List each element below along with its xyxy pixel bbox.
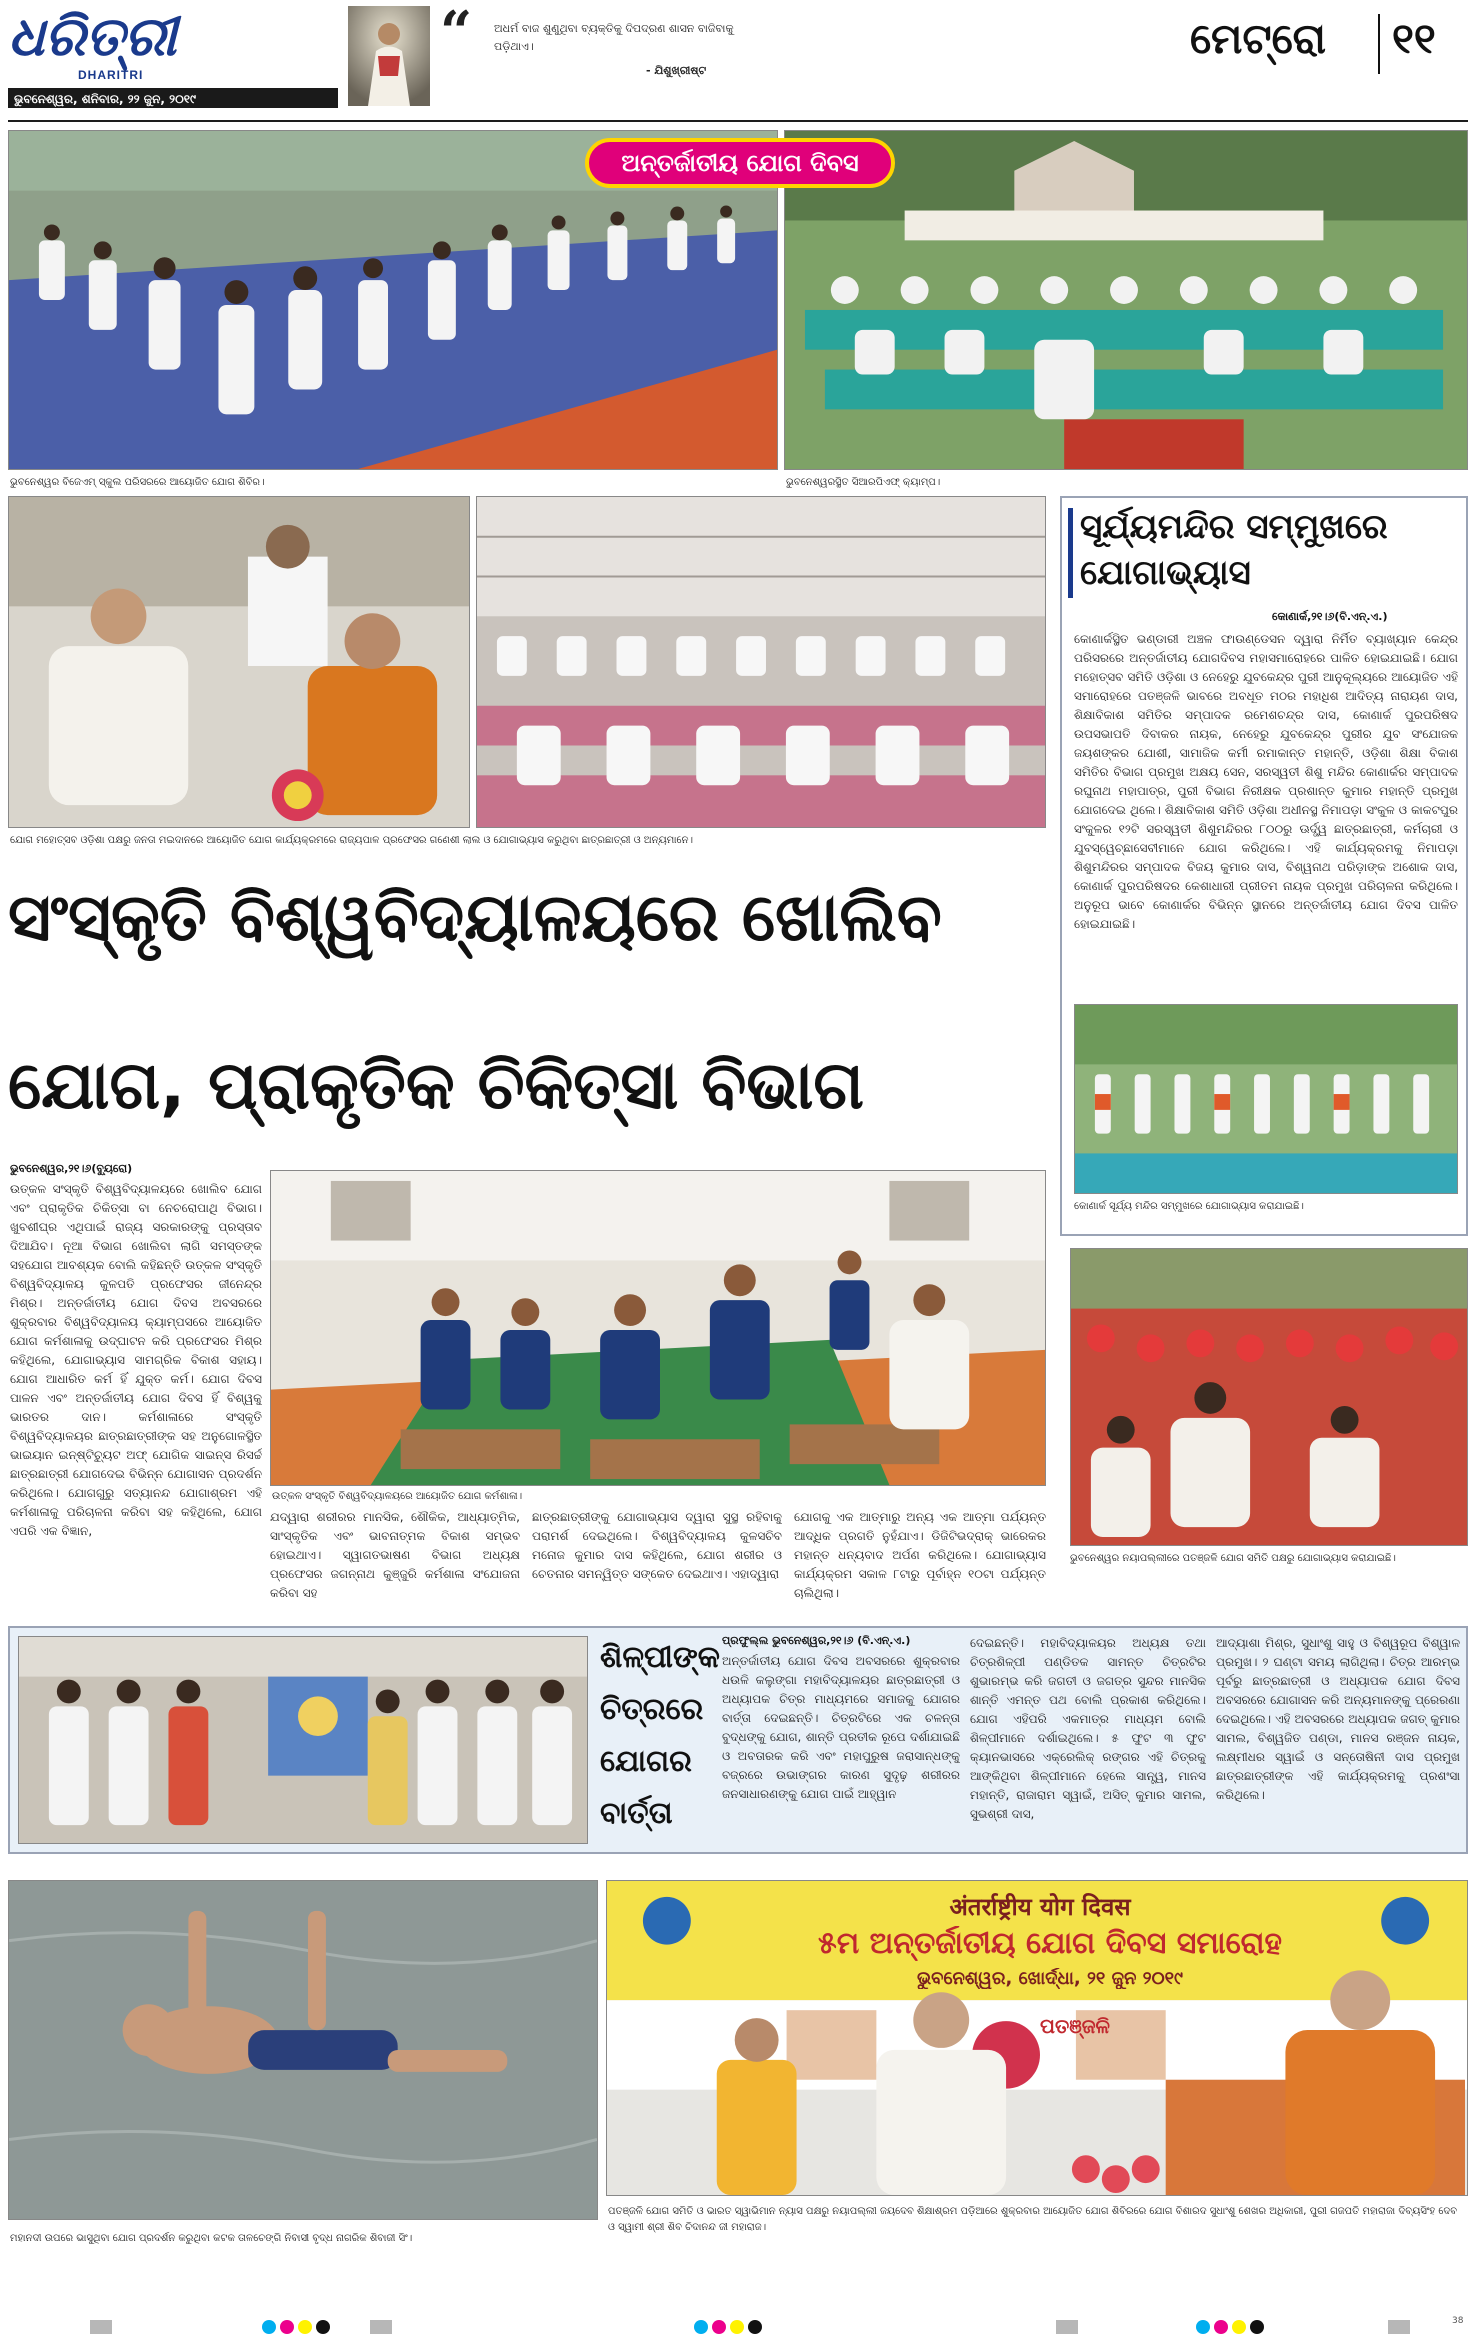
- main-headline-line2: ଯୋଗ, ପ୍ରାକୃତିକ ଚିକିତ୍ସା ବିଭାଗ: [8, 1047, 865, 1124]
- caption-konark: କୋଣାର୍କ ସୂର୍ଯ୍ୟ ମନ୍ଦିର ସମ୍ମୁଖରେ ଯୋଗାଭ୍ୟାସ କରାଯାଇଛି।: [1074, 1201, 1304, 1212]
- art-story-dateline: ପ୍ରଫୁଲ୍ଲ ଭୁବନେଶ୍ୱର,୨୧।୬ (ବି.ଏନ୍.ଏ.): [722, 1634, 911, 1647]
- sidebar-dateline: କୋଣାର୍କ,୨୧।୬(ବି.ଏନ୍.ଏ.): [1272, 610, 1388, 623]
- print-marks: [0, 2318, 1476, 2338]
- sidebar-headline: ସୂର୍ଯ୍ୟମନ୍ଦିର ସମ୍ମୁଖରେ ଯୋଗାଭ୍ୟାସ: [1080, 507, 1388, 593]
- caption-crpf-camp: ଭୁବନେଶ୍ୱରସ୍ଥିତ ସିଆରପିଏଫ୍ କ୍ୟାମ୍ପ।: [786, 477, 941, 488]
- caption-governor: ଯୋଗ ମହୋତ୍ସବ ଓଡ଼ିଶା ପକ୍ଷରୁ ଜନତା ମଇଦାନରେ ଆୟୋଜିତ ଯୋଗ କାର୍ଯ୍ୟକ୍ରମରେ ରାଜ୍ୟପାଳ ପ୍ରଫେସର ଗଣେଶୀ ଲାଲ ଓ ଯୋଗାଭ୍ୟାସ କରୁଥିବା ଛାତ୍ରଛାତ୍ରୀ ଓ ଅନ୍ୟମାନେ।: [10, 835, 693, 846]
- caption-mahanadi: ମହାନଦୀ ଉପରେ ଭାସୁଥିବା ଯୋଗ ପ୍ରଦର୍ଶନ କରୁଥିବା କଟକ ତାଳଚେଙ୍ଗି ନିବାସୀ ବୃଦ୍ଧ ନାଗରିକ ଶିବାଜୀ ସିଂ।: [10, 2233, 413, 2244]
- photo-artists: [18, 1636, 588, 1844]
- caption-utkal-university: ଉତ୍କଳ ସଂସ୍କୃତି ବିଶ୍ୱବିଦ୍ୟାଳୟରେ ଆୟୋଜିତ ଯୋଗ କର୍ମଶାଳା।: [272, 1491, 523, 1502]
- grey-bar: [370, 2320, 392, 2334]
- caption-nayapalli: ଭୁବନେଶ୍ୱର ନୟାପଲ୍ଲୀରେ ପତଞ୍ଜଳି ଯୋଗ ସମିତି ପକ୍ଷରୁ ଯୋଗାଭ୍ୟାସ କରାଯାଇଛି।: [1070, 1553, 1396, 1564]
- sidebar-box: [1060, 496, 1468, 1236]
- stage-banner-odia: ୫ମ ଅନ୍ତର୍ଜାତୀୟ ଯୋଗ ଦିବସ ସମାରୋହ: [818, 1926, 1282, 1961]
- main-dateline: ଭୁବନେଶ୍ୱର,୨୧।୬(ବ୍ୟୁରୋ): [10, 1162, 133, 1175]
- quote-text: ଅଧର୍ମ ବାଜ ଶୁଣୁଥିବା ବ୍ୟକ୍ତିକୁ ଦିପଦ୍ରଣ ଶାସନ ବାଜିବାକୁ ପଡ଼ିଥାଏ।: [494, 22, 734, 53]
- logo-text: ଧରିତ୍ରୀ: [8, 4, 177, 68]
- main-col4: ଯୋଗକୁ ଏକ ଆତ୍ମାରୁ ଅନ୍ୟ ଏକ ଆତ୍ମା ପର୍ଯ୍ୟନ୍ତ ଆଦ୍ଧିକ ପ୍ରଗତି ନୁହଁଯାଏ। ଡିଜିଟିଭଦ୍ରାକ୍ ଭାରେକର ମହାନ୍ତ ଧନ୍ୟବାଦ ଅର୍ପଣ କରିଥିଲେ। ଯୋଗାଭ୍ୟାସ କାର୍ଯ୍ୟକ୍ରମ ସକାଳ ୮ଟାରୁ ପୂର୍ବାହ୍ନ ୧୦ଟା ପର୍ଯ୍ୟନ୍ତ ଚାଲିଥିଲା।: [794, 1510, 1046, 1600]
- grey-bar: [1056, 2320, 1078, 2334]
- jesus-image: [348, 6, 430, 106]
- dateline: ଭୁବନେଶ୍ୱର, ଶନିବାର, ୨୨ ଜୁନ, ୨୦୧୯: [14, 92, 196, 106]
- photo-nayapalli: [1070, 1248, 1468, 1546]
- main-col2: ଯଦ୍ୱାରା ଶରୀରର ମାନସିକ, ଶୌକିକ, ଆଧ୍ୟାତ୍ମିକ, ସାଂସ୍କୃତିକ ଏବଂ ଭାବନାତ୍ମକ ବିକାଶ ସମ୍ଭବ ହୋଇଥାଏ। ସ୍ୱାଗତଭାଷଣ ବିଭାଗ ଅଧ୍ୟକ୍ଷ ପ୍ରଫେସର ଜଗନ୍ନାଥ କୁଞ୍ଜୁରି କର୍ମଶାଳା ସଂଯୋଜନା କରିବା ସହ: [270, 1510, 520, 1600]
- art-story-col2: ଦେଇଛନ୍ତି। ମହାବିଦ୍ୟାଳୟର ଅଧ୍ୟକ୍ଷ ତଥା ଚିତ୍ରଶିଳ୍ପୀ ପଣ୍ଡିତକ ସାମନ୍ତ ଚିତ୍ରଟିର ଶୁଭାରମ୍ଭ କରି ଜଗତୀ ଓ ଜଗତ୍‌ର ସୁନ୍ଦର ମାନସିକ ଶାନ୍ତି ଏମନ୍ତ ପଥ ବୋଲି ପ୍ରକାଶ କରିଥିଲେ। ଯୋଗ ଏହିପରି ଏକମାତ୍ର ମାଧ୍ୟମ ବୋଲି ଶିଳ୍ପୀମାନେ ଦର୍ଶାଇଥିଲେ। ୫ ଫୁଟ ୩ ଫୁଟ କ୍ୟାନଭାସରେ ଏକ୍ରେଲିକ୍ ରଙ୍ଗର ଏହି ଚିତ୍ରକୁ ଆଙ୍କିଥିବା ଶିଳ୍ପୀମାନେ ହେଲେ ସାନ୍ତ୍ୱ, ମାନସ ମହାନ୍ତି, ରାଜାରାମ ସ୍ୱାଇଁ, ଅସିତ୍ କୁମାର ସାମଲ, ସୁଭଶ୍ରୀ ଦାସ,: [970, 1636, 1206, 1821]
- sidebar-body: କୋଣାର୍କସ୍ଥିତ ଭଣ୍ଡାରୀ ଅଞ୍ଚଳ ଫାଉଣ୍ଡେସନ ଦ୍ୱାରା ନିର୍ମିତ ବ୍ୟାଖ୍ୟାନ କେନ୍ଦ୍ର ପରିସରରେ ଅନ୍ତର୍ଜାତୀୟ ଯୋଗଦିବସ ମହାସମାରୋହରେ ପାଳିତ ହୋଇଯାଇଛି। ଯୋଗ ମହୋତ୍ସବ ସମିତି ଓଡ଼ିଶା ଓ ନେହେରୁ ଯୁବକେନ୍ଦ୍ର ପୁରୀ ଆନୁକୂଲ୍ୟରେ ଆୟୋଜିତ ଏହି ସମାରୋହରେ ପତଞ୍ଜଳି ଭାବରେ ଅବଧୂତ ମଠର ମହାଧିଶ ଆଦିତ୍ୟ ନାରାୟଣ ଦାସ, ଶିକ୍ଷାବିକାଶ ସମିତିର ସମ୍ପାଦକ ରମେଶଚନ୍ଦ୍ର ଦାସ, କୋଣାର୍କ ପୁରପରିଷଦ ଉପସଭାପତି ଦିବାକର ନାୟକ, ନେହେରୁ ଯୁବକେନ୍ଦ୍ର ପୁରୀର ଯୁବ ସଂଯୋଜକ ଜୟଶଙ୍କର ଯୋଶୀ, ସାମାଜିକ କର୍ମୀ ରମାକାନ୍ତ ମହାନ୍ତି, ଓଡ଼ିଶା ଶିକ୍ଷା ବିକାଶ ସମିତିର ବିଭାଗ ପ୍ରମୁଖ ଅକ୍ଷୟ ସେନ, ସରସ୍ୱତୀ ଶିଶୁ ମନ୍ଦିର କୋଣାର୍କର ସମ୍ପାଦକ ରଘୁନାଥ ମହାପାତ୍ର, ପୁରୀ ବିଭାଗ ନିରୀକ୍ଷକ ପ୍ରଶାନ୍ତ କୁମାର ମହାନ୍ତି ପ୍ରମୁଖ ଯୋଗଦେଇ ଥିଲେ। ଶିକ୍ଷାବିକାଶ ସମିତି ଓଡ଼ିଶା ଅଧୀନସ୍ଥ ନିମାପଡ଼ା ସଂକୁଳ ଓ କାକଟପୁର ସଂକୁଳର ୧୨ଟି ସରସ୍ୱତୀ ଶିଶୁମନ୍ଦିରର ୮୦୦ରୁ ଊର୍ଦ୍ଧ୍ୱ ଛାତ୍ରଛାତ୍ରୀ, କର୍ମଚାରୀ ଓ ଯୁବସ୍ୱେଚ୍ଛାସେବୀମାନେ ଯୋଗ କରିଥିଲେ। ଏହି କାର୍ଯ୍ୟକ୍ରମକୁ ନିମାପଡ଼ା ଶିଶୁମନ୍ଦିରର ସମ୍ପାଦକ ବିଜୟ କୁମାର ଦାସ, ବିଶ୍ୱନାଥ ପରିଡ଼ାଙ୍କ ଅଶୋକ ଦାସ, କୋଣାର୍କ ପୁରପରିଷଦର କେଶାଧାରୀ ପ୍ରୀତମ ନାୟକ ପ୍ରମୁଖ ପରିଚାଳନା କରିଥିଲେ। ଅନୁରୂପ ଭାବେ କୋଣାର୍କର ବିଭିନ୍ନ ସ୍ଥାନରେ ଅନ୍ତର୍ଜାତୀୟ ଯୋଗ ଦିବସ ପାଳିତ ହୋଇଯାଇଛି।: [1074, 632, 1458, 931]
- logo-sub: DHARITRI: [78, 68, 144, 82]
- main-headline-line1: ସଂସ୍କୃତି ବିଶ୍ୱବିଦ୍ୟାଳୟରେ ଖୋଲିବ: [8, 879, 942, 956]
- art-story-col3: ଆଦ୍ୟାଶା ମିଶ୍ର, ସୁଧାଂଶୁ ସାହୁ ଓ ବିଶ୍ୱରୂପ ବିଶ୍ୱାଳ ପ୍ରମୁଖ। ୨ ଘଣ୍ଟା ସମୟ ଲାଗିଥିଲା। ଚିତ୍ର ଆରମ୍ଭ ପୂର୍ବରୁ ଛାତ୍ରଛାତ୍ରୀ ଓ ଅଧ୍ୟାପକ ଯୋଗ ଦିବସ ଅବସରରେ ଯୋଗାସନ କରି ଅନ୍ୟମାନଙ୍କୁ ପ୍ରେରଣା ଦେଇଥିଲେ। ଏହି ଅବସରରେ ଅଧ୍ୟାପକ ଜଗତ୍ କୁମାର ସାମଲ, ବିଶ୍ୱଜିତ ପଣ୍ଡା, ମାନସ ରଞ୍ଜନ ନାୟକ, ଲକ୍ଷ୍ମୀଧର ସ୍ୱାଇଁ ଓ ସନ୍ତୋଷିନୀ ଦାସ ପ୍ରମୁଖ ଛାତ୍ରଛାତ୍ରୀଙ୍କ ଏହି କାର୍ଯ୍ୟକ୍ରମକୁ ପ୍ରଶଂସା କରିଥିଲେ।: [1216, 1636, 1460, 1802]
- main-col3: ଛାତ୍ରଛାତ୍ରୀଙ୍କୁ ଯୋଗାଭ୍ୟାସ ଦ୍ୱାରା ସୁସ୍ଥ ରହିବାକୁ ପରାମର୍ଶ ଦେଇଥିଲେ। ବିଶ୍ୱବିଦ୍ୟାଳୟ କୁଳସଚିବ ମନୋଜ କୁମାର ଦାସ କହିଥିଲେ, ଯୋଗ ଶରୀର ଓ ଚେତନାର ସମନ୍ୱିତ୍ତ ସଙ୍କେତ ଦେଇଥାଏ। ଏହାଦ୍ୱାରା: [532, 1510, 782, 1581]
- art-story-box: [8, 1626, 1468, 1854]
- cmyk-dots: [262, 2320, 342, 2336]
- dateline-bar: [8, 88, 338, 108]
- photo-janata-maidan: [476, 496, 1046, 828]
- cmyk-dots: [1196, 2320, 1276, 2336]
- banner-yoga-day: [585, 138, 895, 188]
- grey-bar: [90, 2320, 112, 2334]
- cmyk-dots: [694, 2320, 774, 2336]
- section-divider: [1378, 14, 1380, 74]
- page-number: ୧୧: [1392, 14, 1436, 63]
- banner-title: ଅନ୍ତର୍ଜାତୀୟ ଯୋଗ ଦିବସ: [621, 149, 859, 177]
- art-story-headline: ଶିଳ୍ପୀଙ୍କ ଚିତ୍ରରେ ଯୋଗର ବାର୍ତ୍ତା: [600, 1640, 720, 1831]
- photo-mahanadi-float: [8, 1880, 598, 2220]
- caption-patanjali: ପତଞ୍ଜଳି ଯୋଗ ସମିତି ଓ ଭାରତ ସ୍ୱାଭିମାନ ନ୍ୟାସ ପକ୍ଷରୁ ନୟାପଲ୍ଲୀ ଜୟଦେବ ଶିକ୍ଷାଶ୍ରମ ପଡ଼ିଆରେ ଶୁକ୍ରବାର ଆୟୋଜିତ ଯୋଗ ଶିବିରରେ ଯୋଗ ବିଶାରଦ ସୁଧାଂଶୁ ଶେଖର ଅଧିକାରୀ, ପୁରୀ ଗଜପତି ମହାରାଜା ଦିବ୍ୟସିଂହ ଦେବ ଓ ସ୍ୱାମୀ ଶ୍ରୀ ଶିବ ଚିଦାନନ୍ଦ ଜୀ ମହାରାଜ।: [608, 2206, 1458, 2233]
- photo-governor: [8, 496, 470, 828]
- caption-school-yoga: ଭୁବନେଶ୍ୱର ବିଜେଏମ୍ ସ୍କୁଲ ପରିସରରେ ଆୟୋଜିତ ଯୋଗ ଶିବିର।: [10, 477, 265, 488]
- masthead-rule: [8, 120, 1468, 122]
- photo-konark: [1074, 1004, 1458, 1194]
- stage-brand: ପତଞ୍ଜଳି: [1040, 2014, 1110, 2038]
- quote-author: - ଯିଶୁଖ୍ରୀଷ୍ଟ: [646, 64, 707, 77]
- grey-bar: [1388, 2320, 1410, 2334]
- logo: [8, 4, 308, 92]
- quote-mark: “: [440, 0, 473, 65]
- art-story-col1: ଅନ୍ତର୍ଜାତୀୟ ଯୋଗ ଦିବସ ଅବସରରେ ଶୁକ୍ରବାର ଧଉଳି କଲୁଙ୍ଗା ମହାବିଦ୍ୟାଳୟର ଛାତ୍ରଛାତ୍ରୀ ଓ ଅଧ୍ୟାପକ ଚିତ୍ର ମାଧ୍ୟମରେ ସମାଜକୁ ଯୋଗର ବାର୍ତ୍ତା ଦେଇଛନ୍ତି। ଚିତ୍ରଟିରେ ଏକ ଚଳନ୍ତା ବୁଦ୍ଧଙ୍କୁ ଯୋଗ, ଶାନ୍ତି ପ୍ରତୀକ ରୂପେ ଦର୍ଶାଯାଇଛି ଓ ଅବତାରକ କରି ଏବଂ ମହାପୁରୁଷ ଜରାସାନ୍ଧଙ୍କୁ ବଜ୍ରରେ ଉଭାଙ୍ଗର କାରଣ ସୁଦୃଢ଼ ଶରୀରର ଜନସାଧାରଣଙ୍କୁ ଯୋଗ ପାଇଁ ଆହ୍ୱାନ: [722, 1654, 960, 1801]
- page-ref: 38: [1452, 2316, 1464, 2326]
- masthead: [0, 0, 1476, 120]
- photo-utkal-university: [270, 1170, 1046, 1486]
- section-name: ମେଟ୍ରୋ: [1190, 14, 1326, 63]
- main-col1: ଉତ୍କଳ ସଂସ୍କୃତି ବିଶ୍ୱବିଦ୍ୟାଳୟରେ ଖୋଲିବ ଯୋଗ ଏବଂ ପ୍ରାକୃତିକ ଚିକିତ୍ସା ବା ନେଚରୋପାଥି ବିଭାଗ। ଖୁବଶୀଘ୍ର ଏଥିପାଇଁ ରାଜ୍ୟ ସରକାରଙ୍କୁ ପ୍ରସ୍ତାବ ଦିଆଯିବ। ନୂଆ ବିଭାଗ ଖୋଲିବା ଲାଗି ସମସ୍ତଙ୍କ ସହଯୋଗ ଆବଶ୍ୟକ ବୋଲି କହିଛନ୍ତି ଉତ୍କଳ ସଂସ୍କୃତି ବିଶ୍ୱବିଦ୍ୟାଳୟ କୁଳପତି ପ୍ରଫେସର ଜୀନେନ୍ଦ୍ର ମିଶ୍ର। ଅନ୍ତର୍ଜାତୀୟ ଯୋଗ ଦିବସ ଅବସରରେ ଶୁକ୍ରବାର ବିଶ୍ୱବିଦ୍ୟାଳୟ କ୍ୟାମ୍ପସରେ ଆୟୋଜିତ ଯୋଗ କର୍ମଶାଳାକୁ ଉଦ୍‌ଘାଟନ କରି ପ୍ରଫେସର ମିଶ୍ର କହିଥିଲେ, ଯୋଗାଭ୍ୟାସ ସାମଗ୍ରିକ ବିକାଶ ସହାୟ। ଯୋଗ ଆଧାରିତ କର୍ମ ହିଁ ଯୁକ୍ତ କର୍ମ। ଯୋଗ ଦିବସ ପାଳନ ଏବଂ ଅନ୍ତର୍ଜାତୀୟ ଯୋଗ ଦିବସ ହିଁ ବିଶ୍ୱକୁ ଭାରତର ଦାନ। କର୍ମଶାଳାରେ ସଂସ୍କୃତି ବିଶ୍ୱବିଦ୍ୟାଳୟର ଛାତ୍ରଛାତ୍ରୀଙ୍କ ସହ ଅନୁଗୋଳସ୍ଥିତ ଭାଇୟାନ ଇନ୍‌ଷ୍ଟିଚ୍ୟୁଟ ଅଫ୍ ଯୋଗିକ ସାଇନ୍ସ ରିସର୍ଚ୍ଚ ଛାତ୍ରଛାତ୍ରୀ ଯୋଗଦେଇ ବିଭିନ୍ନ ଯୋଗାସନ ପ୍ରଦର୍ଶନ କରିଥିଲେ। ଯୋଗଗୁରୁ ସତ୍ୟାନନ୍ଦ ଯୋଗାଶ୍ରମ ଏହି କର୍ମଶାଳାକୁ ପରିଚାଳନା କରିବା ସହ କହିଥିଲେ, ଯୋଗ ଏପରି ଏକ ବିଜ୍ଞାନ,: [10, 1182, 262, 1538]
- stage-banner-hindi: अंतर्राष्ट्रीय योग दिवस: [949, 1893, 1131, 1921]
- sidebar-accent: [1068, 508, 1073, 598]
- stage-banner-venue: ଭୁବନେଶ୍ୱର, ଖୋର୍ଦ୍ଧା, ୨୧ ଜୁନ ୨୦୧୯: [917, 1968, 1183, 1989]
